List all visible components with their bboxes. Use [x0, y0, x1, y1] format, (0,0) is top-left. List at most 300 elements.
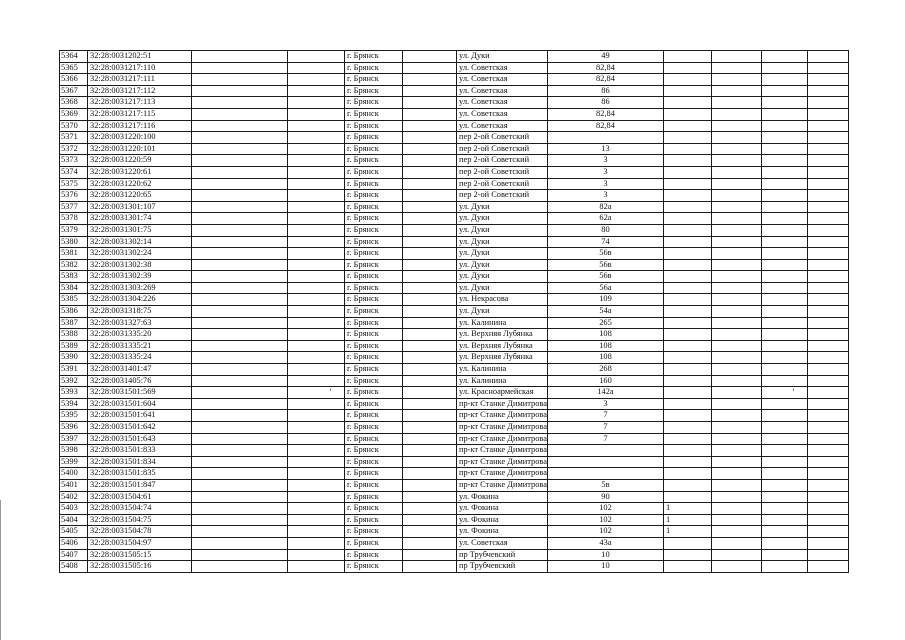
cell-empty — [711, 479, 761, 491]
cell-extra-1 — [663, 537, 711, 549]
cell-mark-right — [761, 271, 807, 283]
cell-street: пер 2-ой Советский — [457, 190, 548, 202]
cell-mark-mid — [288, 375, 345, 387]
cell-num: 5400 — [60, 468, 88, 480]
cell-empty — [192, 340, 288, 352]
cell-mark-mid — [288, 398, 345, 410]
cell-cadastral: 32:28:0031217:110 — [88, 62, 192, 74]
cell-house: 102 — [547, 514, 663, 526]
table-row — [60, 213, 849, 225]
cell-num: 5390 — [60, 352, 88, 364]
cell-empty — [192, 375, 288, 387]
cell-empty — [192, 410, 288, 422]
cell-num: 5395 — [60, 410, 88, 422]
cell-empty — [192, 398, 288, 410]
cell-num: 5374 — [60, 166, 88, 178]
cell-cadastral: 32:28:0031217:111 — [88, 74, 192, 86]
cell-empty — [403, 491, 457, 503]
cell-cadastral: 32:28:0031220:59 — [88, 155, 192, 167]
cell-house: 13 — [547, 143, 663, 155]
table-row — [60, 155, 849, 167]
cell-city: г. Брянск — [345, 445, 403, 457]
cell-mark-mid — [288, 85, 345, 97]
cell-mark-right — [761, 85, 807, 97]
cell-cadastral: 32:28:0031302:14 — [88, 236, 192, 248]
cell-house: 3 — [547, 166, 663, 178]
cell-num: 5394 — [60, 398, 88, 410]
cell-cadastral: 32:28:0031504:74 — [88, 503, 192, 515]
cell-empty — [807, 422, 848, 434]
cell-city: г. Брянск — [345, 132, 403, 144]
cell-empty — [711, 491, 761, 503]
cell-street: ул. Дуки — [457, 259, 548, 271]
cell-empty — [192, 166, 288, 178]
cell-empty — [192, 108, 288, 120]
cell-mark-mid — [288, 282, 345, 294]
cell-street: ул. Дуки — [457, 236, 548, 248]
table-row — [60, 468, 849, 480]
cell-cadastral: 32:28:0031301:107 — [88, 201, 192, 213]
cell-empty — [711, 526, 761, 538]
cell-num: 5382 — [60, 259, 88, 271]
cell-num: 5365 — [60, 62, 88, 74]
cell-empty — [711, 468, 761, 480]
cell-empty — [807, 329, 848, 341]
cell-num: 5402 — [60, 491, 88, 503]
cell-mark-mid — [288, 537, 345, 549]
cell-empty — [807, 468, 848, 480]
cell-empty — [403, 108, 457, 120]
cell-extra-1 — [663, 387, 711, 399]
cell-mark-mid — [288, 514, 345, 526]
table-row — [60, 248, 849, 260]
cell-house: 108 — [547, 329, 663, 341]
cell-empty — [403, 410, 457, 422]
cell-house: 82,84 — [547, 108, 663, 120]
cell-empty — [711, 74, 761, 86]
cell-extra-1 — [663, 561, 711, 573]
cell-extra-1 — [663, 294, 711, 306]
cell-empty — [403, 364, 457, 376]
table-row — [60, 340, 849, 352]
cell-empty — [711, 456, 761, 468]
cell-extra-1 — [663, 352, 711, 364]
cell-extra-1 — [663, 143, 711, 155]
cell-extra-1: 1 — [663, 526, 711, 538]
cell-extra-1 — [663, 201, 711, 213]
cell-house: 3 — [547, 178, 663, 190]
cell-mark-mid — [288, 306, 345, 318]
cell-empty — [711, 85, 761, 97]
cell-empty — [807, 224, 848, 236]
table-row — [60, 120, 849, 132]
cell-empty — [711, 224, 761, 236]
table-row — [60, 514, 849, 526]
cell-num: 5379 — [60, 224, 88, 236]
cell-street: ул. Верхняя Лубянка — [457, 340, 548, 352]
cell-street: ул. Советская — [457, 74, 548, 86]
cell-street: ул. Фокина — [457, 514, 548, 526]
cell-mark-right — [761, 143, 807, 155]
cell-mark-right — [761, 248, 807, 260]
cell-empty — [807, 62, 848, 74]
cell-num: 5384 — [60, 282, 88, 294]
cell-mark-right — [761, 155, 807, 167]
cell-empty — [192, 433, 288, 445]
cell-empty — [192, 248, 288, 260]
cell-num: 5403 — [60, 503, 88, 515]
cell-empty — [192, 479, 288, 491]
cell-mark-mid — [288, 410, 345, 422]
cell-extra-1 — [663, 468, 711, 480]
cell-house — [547, 456, 663, 468]
cell-empty — [807, 236, 848, 248]
cell-house: 56в — [547, 248, 663, 260]
cell-city: г. Брянск — [345, 224, 403, 236]
cell-city: г. Брянск — [345, 398, 403, 410]
cell-empty — [807, 51, 848, 63]
cell-mark-mid — [288, 51, 345, 63]
cell-cadastral: 32:28:0031327:63 — [88, 317, 192, 329]
registry-table — [59, 50, 849, 573]
cell-num: 5387 — [60, 317, 88, 329]
cell-cadastral: 32:28:0031304:226 — [88, 294, 192, 306]
cell-city: г. Брянск — [345, 410, 403, 422]
cell-empty — [807, 306, 848, 318]
cell-mark-right — [761, 514, 807, 526]
cell-mark-mid — [288, 178, 345, 190]
cell-street: ул. Калинина — [457, 317, 548, 329]
cell-empty — [192, 155, 288, 167]
cell-extra-1 — [663, 491, 711, 503]
cell-street: ул. Дуки — [457, 224, 548, 236]
cell-empty — [403, 248, 457, 260]
cell-extra-1 — [663, 236, 711, 248]
table-row — [60, 271, 849, 283]
cell-empty — [711, 549, 761, 561]
cell-city: г. Брянск — [345, 456, 403, 468]
cell-city: г. Брянск — [345, 306, 403, 318]
cell-empty — [403, 120, 457, 132]
cell-city: г. Брянск — [345, 178, 403, 190]
cell-extra-1 — [663, 398, 711, 410]
cell-empty — [711, 213, 761, 225]
cell-empty — [711, 329, 761, 341]
cell-cadastral: 32:28:0031220:100 — [88, 132, 192, 144]
cell-extra-1 — [663, 329, 711, 341]
cell-num: 5383 — [60, 271, 88, 283]
cell-house: 7 — [547, 422, 663, 434]
cell-empty — [711, 294, 761, 306]
cell-empty — [403, 306, 457, 318]
cell-house: 82а — [547, 201, 663, 213]
cell-street: ул. Некрасова — [457, 294, 548, 306]
cell-house: 7 — [547, 433, 663, 445]
cell-num: 5401 — [60, 479, 88, 491]
cell-empty — [711, 433, 761, 445]
cell-empty — [192, 387, 288, 399]
cell-street: ул. Дуки — [457, 213, 548, 225]
cell-extra-1 — [663, 479, 711, 491]
cell-mark-right — [761, 62, 807, 74]
cell-mark-right — [761, 433, 807, 445]
cell-empty — [192, 491, 288, 503]
cell-mark-mid — [288, 422, 345, 434]
table-row — [60, 433, 849, 445]
cell-empty — [711, 155, 761, 167]
cell-city: г. Брянск — [345, 422, 403, 434]
cell-empty — [711, 236, 761, 248]
table-row — [60, 364, 849, 376]
cell-num: 5377 — [60, 201, 88, 213]
cell-cadastral: 32:28:0031335:20 — [88, 329, 192, 341]
cell-house — [547, 132, 663, 144]
cell-empty — [403, 201, 457, 213]
cell-empty — [711, 282, 761, 294]
cell-empty — [403, 317, 457, 329]
cell-empty — [807, 259, 848, 271]
cell-mark-right — [761, 166, 807, 178]
cell-mark-mid — [288, 468, 345, 480]
cell-empty — [403, 259, 457, 271]
cell-empty — [403, 213, 457, 225]
cell-city: г. Брянск — [345, 85, 403, 97]
cell-extra-1 — [663, 213, 711, 225]
cell-extra-1 — [663, 224, 711, 236]
cell-house: 10 — [547, 561, 663, 573]
cell-empty — [403, 85, 457, 97]
cell-extra-1: 1 — [663, 503, 711, 515]
cell-num: 5392 — [60, 375, 88, 387]
cell-city: г. Брянск — [345, 190, 403, 202]
cell-empty — [807, 456, 848, 468]
cell-empty — [807, 97, 848, 109]
cell-num: 5407 — [60, 549, 88, 561]
cell-empty — [403, 166, 457, 178]
cell-street: пер 2-ой Советский — [457, 178, 548, 190]
cell-empty — [192, 120, 288, 132]
cell-empty — [403, 236, 457, 248]
cell-street: ул. Дуки — [457, 282, 548, 294]
cell-empty — [711, 445, 761, 457]
cell-empty — [807, 352, 848, 364]
cell-mark-mid — [288, 329, 345, 341]
cell-cadastral: 32:28:0031501:641 — [88, 410, 192, 422]
cell-street: ул. Советская — [457, 62, 548, 74]
cell-empty — [192, 306, 288, 318]
cell-extra-1 — [663, 422, 711, 434]
table-row — [60, 132, 849, 144]
cell-empty — [192, 561, 288, 573]
cell-cadastral: 32:28:0031335:21 — [88, 340, 192, 352]
table-row — [60, 398, 849, 410]
cell-mark-mid: ‘ — [288, 387, 345, 399]
cell-house: 74 — [547, 236, 663, 248]
cell-street: ул. Верхняя Лубянка — [457, 352, 548, 364]
table-row — [60, 178, 849, 190]
cell-mark-mid — [288, 364, 345, 376]
cell-mark-mid — [288, 456, 345, 468]
cell-empty — [711, 422, 761, 434]
cell-extra-1 — [663, 259, 711, 271]
cell-empty — [807, 248, 848, 260]
cell-empty — [403, 537, 457, 549]
table-row — [60, 74, 849, 86]
cell-empty — [711, 514, 761, 526]
cell-house: 62а — [547, 213, 663, 225]
cell-cadastral: 32:28:0031318:75 — [88, 306, 192, 318]
cell-street: ул. Дуки — [457, 306, 548, 318]
cell-street: ул. Красноармейская — [457, 387, 548, 399]
cell-empty — [807, 398, 848, 410]
cell-mark-mid — [288, 352, 345, 364]
cell-house: 160 — [547, 375, 663, 387]
table-row — [60, 549, 849, 561]
cell-empty — [807, 445, 848, 457]
cell-city: г. Брянск — [345, 213, 403, 225]
cell-empty — [807, 282, 848, 294]
cell-mark-right — [761, 410, 807, 422]
cell-city: г. Брянск — [345, 352, 403, 364]
cell-street: пр-кт Станке Димитрова — [457, 445, 548, 457]
cell-empty — [403, 271, 457, 283]
cell-street: пер 2-ой Советский — [457, 132, 548, 144]
cell-empty — [192, 456, 288, 468]
cell-mark-mid — [288, 317, 345, 329]
cell-empty — [192, 549, 288, 561]
cell-empty — [711, 387, 761, 399]
cell-cadastral: 32:28:0031501:847 — [88, 479, 192, 491]
cell-street: ул. Советская — [457, 108, 548, 120]
cell-house: 142а — [547, 387, 663, 399]
cell-extra-1 — [663, 97, 711, 109]
cell-empty — [807, 514, 848, 526]
cell-empty — [403, 178, 457, 190]
cell-empty — [403, 97, 457, 109]
cell-num: 5372 — [60, 143, 88, 155]
cell-empty — [711, 201, 761, 213]
cell-empty — [403, 549, 457, 561]
cell-extra-1 — [663, 62, 711, 74]
cell-house: 56в — [547, 259, 663, 271]
cell-city: г. Брянск — [345, 537, 403, 549]
cell-empty — [711, 364, 761, 376]
cell-mark-right — [761, 340, 807, 352]
cell-mark-mid — [288, 155, 345, 167]
cell-empty — [192, 143, 288, 155]
cell-mark-right — [761, 398, 807, 410]
cell-empty — [711, 398, 761, 410]
cell-house: 3 — [547, 155, 663, 167]
cell-num: 5381 — [60, 248, 88, 260]
cell-extra-1 — [663, 364, 711, 376]
cell-empty — [807, 340, 848, 352]
cell-empty — [192, 85, 288, 97]
cell-city: г. Брянск — [345, 468, 403, 480]
cell-extra-1 — [663, 120, 711, 132]
cell-city: г. Брянск — [345, 155, 403, 167]
cell-city: г. Брянск — [345, 514, 403, 526]
cell-empty — [403, 387, 457, 399]
cell-house: 82,84 — [547, 62, 663, 74]
cell-city: г. Брянск — [345, 282, 403, 294]
cell-mark-right — [761, 537, 807, 549]
cell-house: 56в — [547, 271, 663, 283]
cell-empty — [403, 456, 457, 468]
cell-extra-1 — [663, 132, 711, 144]
cell-empty — [192, 294, 288, 306]
cell-empty — [711, 166, 761, 178]
cell-street: пер 2-ой Советский — [457, 155, 548, 167]
cell-empty — [711, 97, 761, 109]
cell-num: 5385 — [60, 294, 88, 306]
cell-empty — [807, 561, 848, 573]
table-row — [60, 259, 849, 271]
cell-empty — [711, 248, 761, 260]
cell-mark-mid — [288, 248, 345, 260]
cell-empty — [403, 422, 457, 434]
cell-num: 5406 — [60, 537, 88, 549]
cell-num: 5398 — [60, 445, 88, 457]
table-row — [60, 51, 849, 63]
cell-cadastral: 32:28:0031202:51 — [88, 51, 192, 63]
cell-mark-right — [761, 178, 807, 190]
cell-mark-right — [761, 51, 807, 63]
cell-mark-right — [761, 422, 807, 434]
cell-mark-right — [761, 456, 807, 468]
cell-num: 5370 — [60, 120, 88, 132]
cell-empty — [807, 491, 848, 503]
cell-mark-mid — [288, 213, 345, 225]
cell-mark-right — [761, 224, 807, 236]
cell-num: 5408 — [60, 561, 88, 573]
cell-mark-mid — [288, 445, 345, 457]
cell-extra-1 — [663, 282, 711, 294]
table-row — [60, 479, 849, 491]
cell-house: 86 — [547, 97, 663, 109]
cell-cadastral: 32:28:0031302:24 — [88, 248, 192, 260]
registry-body — [60, 51, 849, 573]
cell-empty — [192, 526, 288, 538]
cell-street: ул. Фокина — [457, 526, 548, 538]
cell-mark-mid — [288, 166, 345, 178]
table-row — [60, 537, 849, 549]
cell-cadastral: 32:28:0031501:835 — [88, 468, 192, 480]
cell-mark-right — [761, 375, 807, 387]
cell-empty — [192, 503, 288, 515]
cell-extra-1: 1 — [663, 514, 711, 526]
cell-num: 5375 — [60, 178, 88, 190]
cell-empty — [807, 433, 848, 445]
cell-city: г. Брянск — [345, 340, 403, 352]
cell-mark-right — [761, 108, 807, 120]
table-row — [60, 445, 849, 457]
cell-house: 5в — [547, 479, 663, 491]
cell-num: 5399 — [60, 456, 88, 468]
cell-street: ул. Верхняя Лубянка — [457, 329, 548, 341]
table-row — [60, 294, 849, 306]
cell-mark-mid — [288, 201, 345, 213]
cell-empty — [807, 132, 848, 144]
cell-empty — [192, 329, 288, 341]
cell-house: 3 — [547, 398, 663, 410]
table-row — [60, 387, 849, 399]
cell-city: г. Брянск — [345, 503, 403, 515]
cell-extra-1 — [663, 166, 711, 178]
cell-city: г. Брянск — [345, 364, 403, 376]
cell-extra-1 — [663, 410, 711, 422]
table-row — [60, 352, 849, 364]
